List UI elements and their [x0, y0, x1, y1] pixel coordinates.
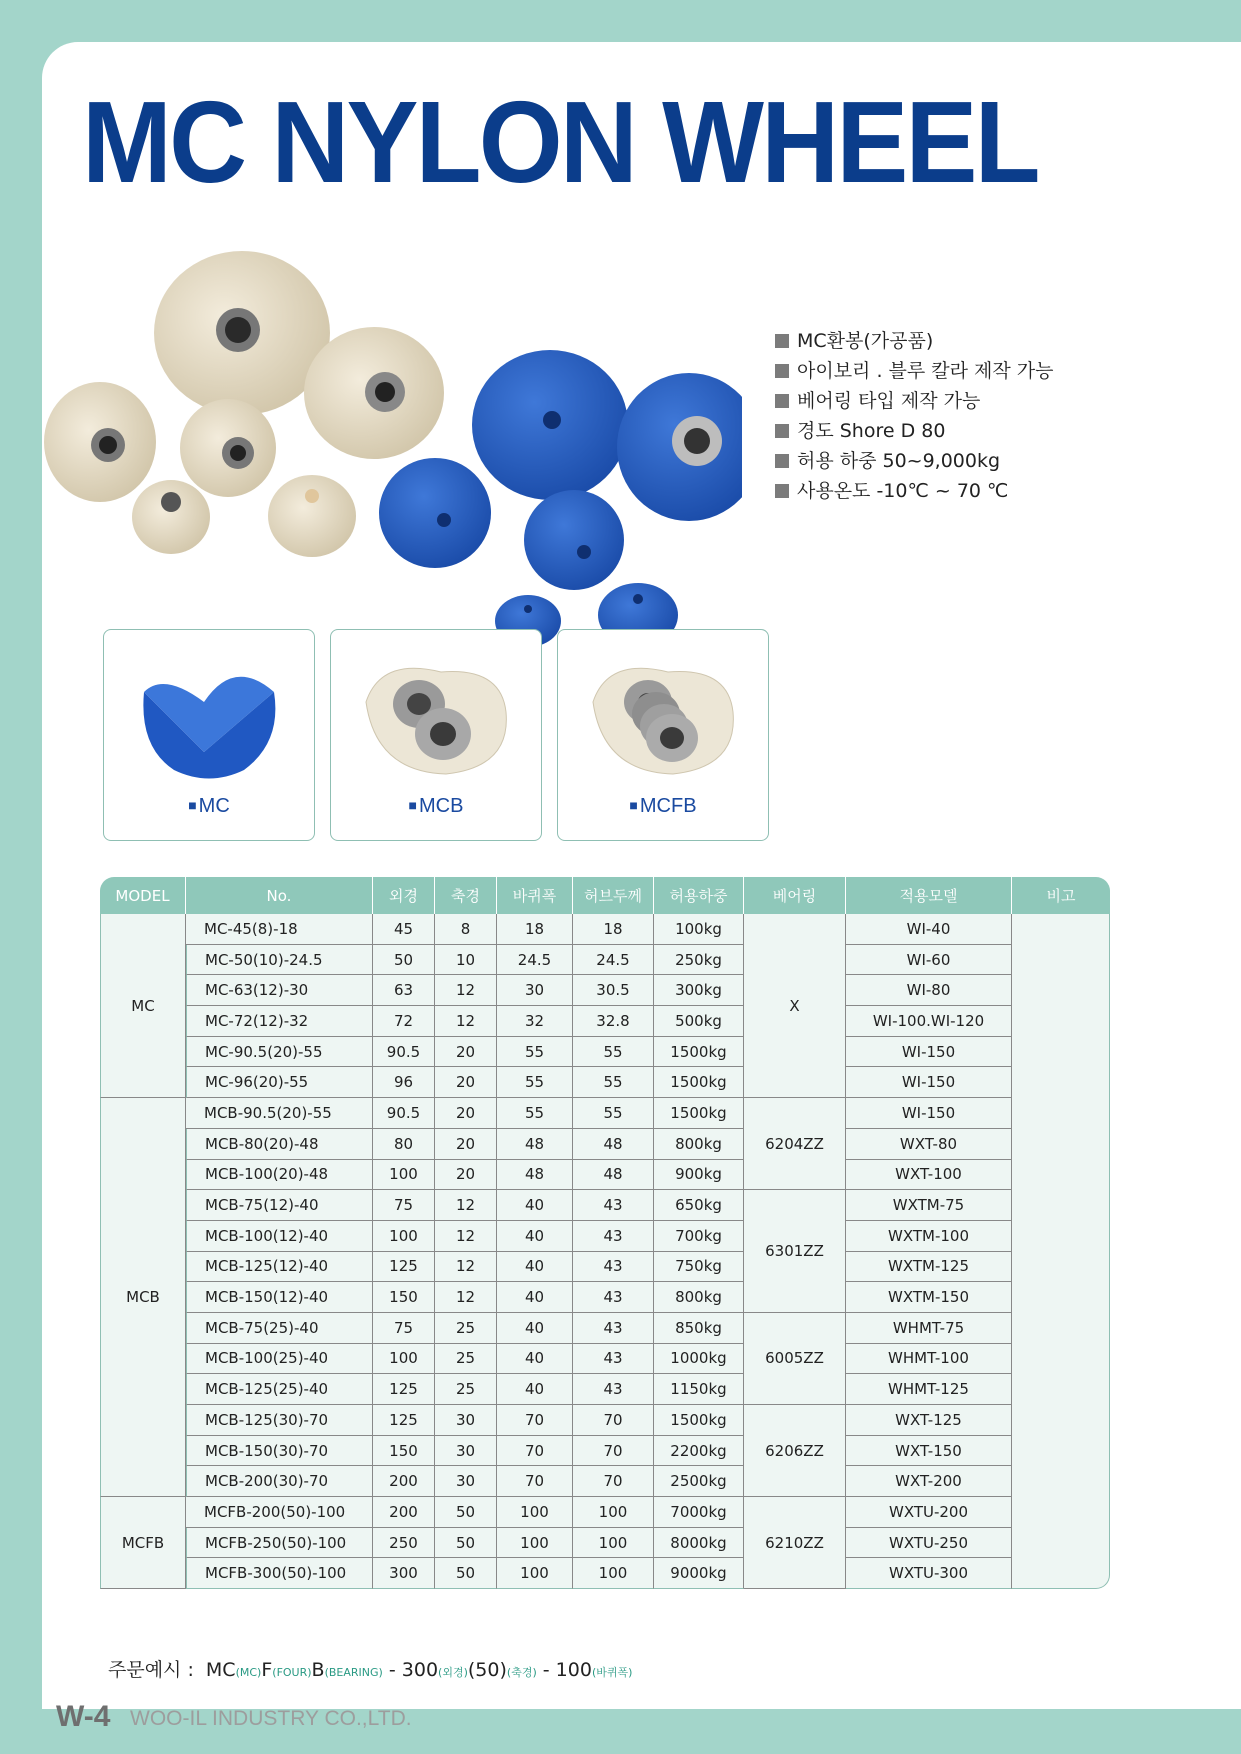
blue-wheel-mid [379, 458, 491, 568]
hub-thickness-cell: 55 [573, 1067, 654, 1098]
part-number-cell: MC-90.5(20)-55 [186, 1037, 373, 1068]
wheel-width-cell: 40 [497, 1344, 573, 1375]
bearing-cell: 6301ZZ [744, 1190, 846, 1313]
part-number-cell: MCFB-300(50)-100 [186, 1558, 373, 1589]
load-cell: 800kg [654, 1129, 744, 1160]
part-number-cell: MCB-125(30)-70 [186, 1405, 373, 1436]
wheel-width-cell: 30 [497, 975, 573, 1006]
outer-diameter-cell: 96 [373, 1067, 435, 1098]
table-header-row [100, 877, 1110, 914]
outer-diameter-cell: 200 [373, 1497, 435, 1528]
hub-thickness-cell: 43 [573, 1221, 654, 1252]
col-header-bearing: 베어링 [744, 877, 846, 914]
square-bullet-icon [775, 454, 789, 468]
hub-thickness-cell: 100 [573, 1528, 654, 1559]
part-number-cell: MCB-125(12)-40 [186, 1252, 373, 1283]
ivory-wheel-small [180, 399, 276, 497]
hub-thickness-cell: 32.8 [573, 1006, 654, 1037]
load-cell: 8000kg [654, 1528, 744, 1559]
order-example-annotation: (축경) [506, 1666, 537, 1679]
hub-thickness-cell: 100 [573, 1558, 654, 1589]
note-cell [1012, 914, 1110, 1589]
applied-model-cell: WI-150 [846, 1098, 1012, 1129]
table-row [100, 1037, 1110, 1068]
shaft-diameter-cell: 50 [435, 1497, 497, 1528]
square-bullet-icon [775, 394, 789, 408]
outer-diameter-cell: 75 [373, 1313, 435, 1344]
variant-label: ■ MCFB [629, 795, 697, 817]
hub-thickness-cell: 43 [573, 1282, 654, 1313]
wheel-width-cell: 55 [497, 1067, 573, 1098]
col-header-load: 허용하중 [654, 877, 744, 914]
table-row [100, 1006, 1110, 1037]
applied-model-cell: WHMT-125 [846, 1374, 1012, 1405]
hub-thickness-cell: 24.5 [573, 945, 654, 976]
outer-diameter-cell: 100 [373, 1160, 435, 1191]
applied-model-cell: WXTU-250 [846, 1528, 1012, 1559]
load-cell: 100kg [654, 914, 744, 945]
outer-diameter-cell: 100 [373, 1221, 435, 1252]
wheel-width-cell: 40 [497, 1190, 573, 1221]
ivory-wheel-large [154, 251, 330, 415]
shaft-diameter-cell: 20 [435, 1067, 497, 1098]
spec-table-body [100, 914, 1110, 1589]
shaft-diameter-cell: 30 [435, 1466, 497, 1497]
shaft-diameter-cell: 25 [435, 1313, 497, 1344]
shaft-diameter-cell: 12 [435, 1190, 497, 1221]
order-example-annotation: (외경) [438, 1666, 468, 1679]
applied-model-cell: WI-60 [846, 945, 1012, 976]
shaft-diameter-cell: 10 [435, 945, 497, 976]
load-cell: 1500kg [654, 1067, 744, 1098]
hub-thickness-cell: 100 [573, 1497, 654, 1528]
wheel-width-cell: 40 [497, 1313, 573, 1344]
table-row [100, 1282, 1110, 1313]
load-cell: 9000kg [654, 1558, 744, 1589]
table-row [100, 1098, 1110, 1129]
model-cell: MCB [100, 1098, 186, 1497]
load-cell: 1500kg [654, 1037, 744, 1068]
hub-thickness-cell: 43 [573, 1190, 654, 1221]
table-row [100, 1067, 1110, 1098]
load-cell: 850kg [654, 1313, 744, 1344]
wheel-width-cell: 55 [497, 1098, 573, 1129]
order-example [108, 1655, 632, 1682]
shaft-diameter-cell: 30 [435, 1436, 497, 1467]
part-number-cell: MCB-80(20)-48 [186, 1129, 373, 1160]
wheel-width-cell: 40 [497, 1282, 573, 1313]
bearing-cell: 6204ZZ [744, 1098, 846, 1190]
wheel-width-cell: 48 [497, 1160, 573, 1191]
col-header-note: 비고 [1012, 877, 1110, 914]
square-bullet-icon [775, 484, 789, 498]
outer-diameter-cell: 63 [373, 975, 435, 1006]
hub-thickness-cell: 30.5 [573, 975, 654, 1006]
variant-card-mc [103, 629, 315, 841]
applied-model-cell: WXT-200 [846, 1466, 1012, 1497]
load-cell: 750kg [654, 1252, 744, 1283]
load-cell: 500kg [654, 1006, 744, 1037]
wheel-width-cell: 100 [497, 1528, 573, 1559]
part-number-cell: MCB-200(30)-70 [186, 1466, 373, 1497]
applied-model-cell: WXTU-300 [846, 1558, 1012, 1589]
table-row [100, 1405, 1110, 1436]
blue-wheel-large [472, 350, 628, 500]
table-row [100, 1160, 1110, 1191]
variant-card-mcfb [557, 629, 769, 841]
hub-thickness-cell: 70 [573, 1436, 654, 1467]
part-number-cell: MCB-75(25)-40 [186, 1313, 373, 1344]
load-cell: 650kg [654, 1190, 744, 1221]
ivory-wheel-left [44, 382, 156, 502]
square-bullet-icon [775, 334, 789, 348]
applied-model-cell: WXTM-75 [846, 1190, 1012, 1221]
outer-diameter-cell: 125 [373, 1252, 435, 1283]
hub-thickness-cell: 43 [573, 1252, 654, 1283]
wheels-photo [42, 237, 742, 657]
ivory-wheel-mid [304, 327, 444, 459]
shaft-diameter-cell: 25 [435, 1344, 497, 1375]
outer-diameter-cell: 125 [373, 1405, 435, 1436]
order-example-annotation: (BEARING) [324, 1666, 383, 1679]
applied-model-cell: WXTU-200 [846, 1497, 1012, 1528]
applied-model-cell: WHMT-75 [846, 1313, 1012, 1344]
hub-thickness-cell: 43 [573, 1313, 654, 1344]
mcb-cross-section-image [351, 642, 521, 782]
shaft-diameter-cell: 20 [435, 1160, 497, 1191]
blue-wheel-small [524, 490, 624, 590]
variant-label: ■ MC [188, 795, 230, 817]
order-example-code: (50) [467, 1659, 507, 1681]
outer-diameter-cell: 90.5 [373, 1037, 435, 1068]
outer-diameter-cell: 125 [373, 1374, 435, 1405]
part-number-cell: MCB-100(25)-40 [186, 1344, 373, 1375]
outer-diameter-cell: 150 [373, 1282, 435, 1313]
catalog-page [42, 42, 1241, 1733]
outer-diameter-cell: 100 [373, 1344, 435, 1375]
shaft-diameter-cell: 12 [435, 1221, 497, 1252]
part-number-cell: MCFB-250(50)-100 [186, 1528, 373, 1559]
applied-model-cell: WI-150 [846, 1037, 1012, 1068]
bearing-cell: 6206ZZ [744, 1405, 846, 1497]
load-cell: 7000kg [654, 1497, 744, 1528]
table-row [100, 1558, 1110, 1589]
load-cell: 300kg [654, 975, 744, 1006]
page-code: W-4 [56, 1700, 111, 1733]
feature-item: 경도 Shore D 80 [775, 416, 1054, 446]
part-number-cell: MCB-75(12)-40 [186, 1190, 373, 1221]
shaft-diameter-cell: 12 [435, 975, 497, 1006]
order-example-code: F [261, 1659, 273, 1681]
shaft-diameter-cell: 12 [435, 1282, 497, 1313]
part-number-cell: MCFB-200(50)-100 [186, 1497, 373, 1528]
wheel-width-cell: 40 [497, 1221, 573, 1252]
part-number-cell: MCB-150(30)-70 [186, 1436, 373, 1467]
order-example-annotation: (바퀴폭) [591, 1666, 633, 1679]
feature-item: 사용온도 -10℃ ~ 70 ℃ [775, 476, 1054, 506]
col-header-no: No. [186, 877, 373, 914]
wheel-width-cell: 70 [497, 1405, 573, 1436]
part-number-cell: MCB-125(25)-40 [186, 1374, 373, 1405]
part-number-cell: MC-63(12)-30 [186, 975, 373, 1006]
shaft-diameter-cell: 8 [435, 914, 497, 945]
wheel-width-cell: 40 [497, 1252, 573, 1283]
shaft-diameter-cell: 25 [435, 1374, 497, 1405]
part-number-cell: MCB-100(12)-40 [186, 1221, 373, 1252]
order-example-code: B [311, 1659, 325, 1681]
bearing-cell: 6005ZZ [744, 1313, 846, 1405]
outer-diameter-cell: 72 [373, 1006, 435, 1037]
outer-diameter-cell: 80 [373, 1129, 435, 1160]
applied-model-cell: WXTM-150 [846, 1282, 1012, 1313]
wheel-width-cell: 40 [497, 1374, 573, 1405]
order-example-code: MC [205, 1659, 236, 1681]
hub-thickness-cell: 70 [573, 1405, 654, 1436]
table-row [100, 1129, 1110, 1160]
table-row [100, 914, 1110, 945]
load-cell: 1500kg [654, 1098, 744, 1129]
outer-diameter-cell: 300 [373, 1558, 435, 1589]
shaft-diameter-cell: 20 [435, 1037, 497, 1068]
mc-cross-section-image [124, 642, 294, 782]
applied-model-cell: WXTM-125 [846, 1252, 1012, 1283]
col-header-hub-thickness: 허브두께 [573, 877, 654, 914]
table-row [100, 1313, 1110, 1344]
hub-thickness-cell: 70 [573, 1466, 654, 1497]
applied-model-cell: WI-80 [846, 975, 1012, 1006]
applied-model-cell: WI-150 [846, 1067, 1012, 1098]
shaft-diameter-cell: 20 [435, 1098, 497, 1129]
load-cell: 900kg [654, 1160, 744, 1191]
outer-diameter-cell: 250 [373, 1528, 435, 1559]
company-name: WOO-IL INDUSTRY CO.,LTD. [130, 1707, 412, 1730]
order-example-annotation: (FOUR) [272, 1666, 312, 1679]
model-cell: MCFB [100, 1497, 186, 1589]
blue-wheel-bearing [617, 373, 742, 521]
shaft-diameter-cell: 12 [435, 1252, 497, 1283]
table-row [100, 1252, 1110, 1283]
wheel-width-cell: 18 [497, 914, 573, 945]
square-bullet-icon [775, 424, 789, 438]
part-number-cell: MC-72(12)-32 [186, 1006, 373, 1037]
page-title: MC NYLON WHEEL [82, 77, 1038, 207]
applied-model-cell: WXT-80 [846, 1129, 1012, 1160]
feature-list [775, 326, 1054, 506]
load-cell: 1000kg [654, 1344, 744, 1375]
hub-thickness-cell: 43 [573, 1344, 654, 1375]
load-cell: 1150kg [654, 1374, 744, 1405]
col-header-applied-model: 적용모델 [846, 877, 1012, 914]
ivory-wheel-tiny-b [268, 475, 356, 557]
outer-diameter-cell: 150 [373, 1436, 435, 1467]
bearing-cell: 6210ZZ [744, 1497, 846, 1589]
col-header-wheel-width: 바퀴폭 [497, 877, 573, 914]
part-number-cell: MCB-90.5(20)-55 [186, 1098, 373, 1129]
applied-model-cell: WXTM-100 [846, 1221, 1012, 1252]
hub-thickness-cell: 18 [573, 914, 654, 945]
feature-item: 허용 하중 50~9,000kg [775, 446, 1054, 476]
feature-item: 베어링 타입 제작 가능 [775, 386, 1054, 416]
ivory-wheel-tiny-a [132, 480, 210, 554]
shaft-diameter-cell: 30 [435, 1405, 497, 1436]
load-cell: 800kg [654, 1282, 744, 1313]
outer-diameter-cell: 45 [373, 914, 435, 945]
wheel-width-cell: 48 [497, 1129, 573, 1160]
col-header-shaft-diameter: 축경 [435, 877, 497, 914]
hub-thickness-cell: 48 [573, 1160, 654, 1191]
wheel-width-cell: 100 [497, 1558, 573, 1589]
table-row [100, 1528, 1110, 1559]
hub-thickness-cell: 55 [573, 1098, 654, 1129]
bearing-cell: X [744, 914, 846, 1098]
mcfb-cross-section-image [578, 642, 748, 782]
part-number-cell: MC-96(20)-55 [186, 1067, 373, 1098]
table-row [100, 1190, 1110, 1221]
table-row [100, 1436, 1110, 1467]
wheel-width-cell: 70 [497, 1436, 573, 1467]
table-row [100, 1466, 1110, 1497]
load-cell: 2200kg [654, 1436, 744, 1467]
shaft-diameter-cell: 12 [435, 1006, 497, 1037]
table-row [100, 1374, 1110, 1405]
shaft-diameter-cell: 50 [435, 1528, 497, 1559]
outer-diameter-cell: 50 [373, 945, 435, 976]
col-header-model: MODEL [100, 877, 186, 914]
applied-model-cell: WXT-100 [846, 1160, 1012, 1191]
hub-thickness-cell: 55 [573, 1037, 654, 1068]
wheel-width-cell: 100 [497, 1497, 573, 1528]
wheel-width-cell: 24.5 [497, 945, 573, 976]
hub-thickness-cell: 48 [573, 1129, 654, 1160]
order-example-code: - 100 [536, 1659, 592, 1681]
outer-diameter-cell: 200 [373, 1466, 435, 1497]
part-number-cell: MCB-100(20)-48 [186, 1160, 373, 1191]
load-cell: 1500kg [654, 1405, 744, 1436]
order-example-code: - 300 [382, 1659, 439, 1681]
part-number-cell: MCB-150(12)-40 [186, 1282, 373, 1313]
applied-model-cell: WI-100.WI-120 [846, 1006, 1012, 1037]
shaft-diameter-cell: 20 [435, 1129, 497, 1160]
table-row [100, 1221, 1110, 1252]
col-header-outer-diameter: 외경 [373, 877, 435, 914]
wheel-width-cell: 32 [497, 1006, 573, 1037]
applied-model-cell: WI-40 [846, 914, 1012, 945]
load-cell: 250kg [654, 945, 744, 976]
part-number-cell: MC-50(10)-24.5 [186, 945, 373, 976]
shaft-diameter-cell: 50 [435, 1558, 497, 1589]
square-bullet-icon [775, 364, 789, 378]
applied-model-cell: WHMT-100 [846, 1344, 1012, 1375]
applied-model-cell: WXT-150 [846, 1436, 1012, 1467]
applied-model-cell: WXT-125 [846, 1405, 1012, 1436]
variant-card-mcb [330, 629, 542, 841]
load-cell: 700kg [654, 1221, 744, 1252]
order-example-label: 주문예시 : [108, 1659, 194, 1681]
variant-label: ■ MCB [408, 795, 464, 817]
feature-item: MC환봉(가공품) [775, 326, 1054, 356]
hub-thickness-cell: 43 [573, 1374, 654, 1405]
spec-table [100, 877, 1110, 1589]
table-row [100, 1497, 1110, 1528]
feature-item: 아이보리 . 블루 칼라 제작 가능 [775, 356, 1054, 386]
table-row [100, 1344, 1110, 1375]
order-example-annotation: (MC) [235, 1666, 262, 1679]
outer-diameter-cell: 90.5 [373, 1098, 435, 1129]
outer-diameter-cell: 75 [373, 1190, 435, 1221]
wheel-width-cell: 70 [497, 1466, 573, 1497]
model-cell: MC [100, 914, 186, 1098]
table-row [100, 975, 1110, 1006]
wheel-width-cell: 55 [497, 1037, 573, 1068]
table-row [100, 945, 1110, 976]
load-cell: 2500kg [654, 1466, 744, 1497]
part-number-cell: MC-45(8)-18 [186, 914, 373, 945]
